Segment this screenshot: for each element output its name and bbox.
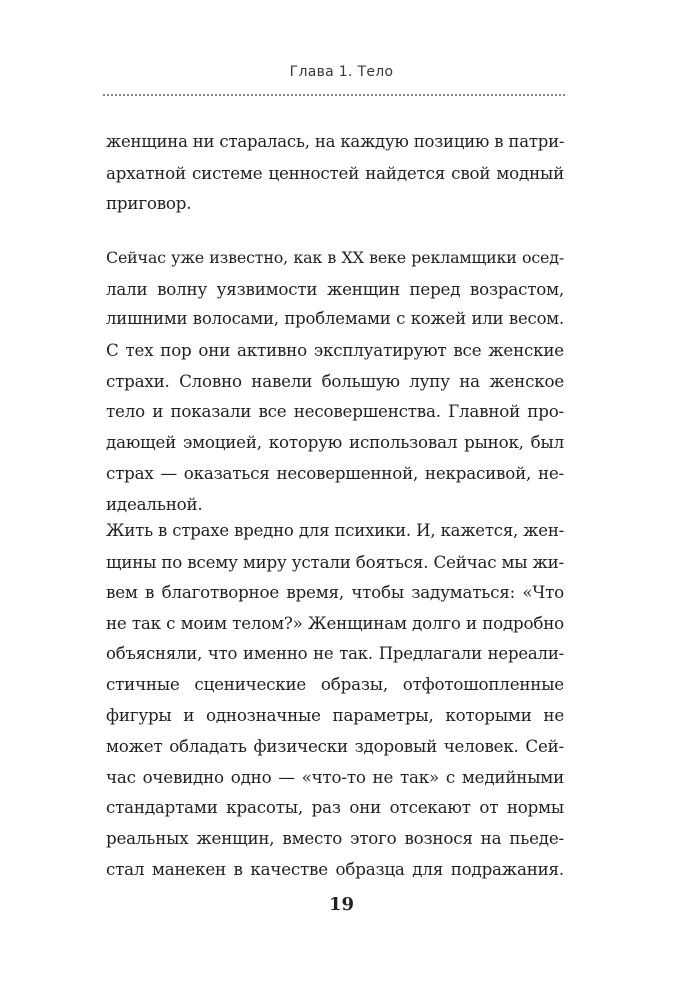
text-line: щины по всему миру устали бояться. Сейчас мы жи- [106,551,564,572]
text-line: страхи. Словно навели большую лупу на женское [106,370,564,391]
text-line: Сейчас уже известно, как в XX веке рекламщики осед- [106,248,564,267]
text-line: лали волну уязвимости женщин перед возрастом, [106,278,564,299]
page-number: 19 [328,894,355,915]
text-line: вем в благотворное время, чтобы задуматься: «Что [106,582,564,603]
text-line: страх — оказаться несовершенной, некрасивой, не- [106,462,564,483]
text-line: стал манекен в качестве образца для подражания. [106,858,564,879]
text-line: лишними волосами, проблемами с кожей или весом. [106,309,564,329]
text-line: С тех пор они активно эксплуатируют все женские [106,340,564,361]
text-line: не так с моим телом?» Женщинам долго и подробно [106,613,564,634]
paragraph-2 [106,243,564,519]
text-line: час очевидно одно — «что-то не так» с медийными [106,766,564,787]
text-line: реальных женщин, вместо этого вознося на пьеде- [106,827,564,848]
paragraph-3 [106,516,564,884]
text-line: Жить в страхе вредно для психики. И, кажется, жен- [106,521,564,540]
text-line: приговор. [106,193,192,214]
text-line: дающей эмоцией, которую использовал рынок, был [106,432,564,453]
text-line: фигуры и однозначные параметры, которыми не [106,705,564,726]
chapter-title: Глава 1. Тело [289,64,394,80]
text-line: архатной системе ценностей найдется свой модный [106,162,564,183]
text-line: стичные сценические образы, отфотошопленные [106,674,564,695]
text-line: идеальной. [106,493,203,514]
paragraph-1 [106,127,564,219]
text-line: женщина ни старалась, на каждую позицию в патри- [106,132,565,151]
text-line: объясняли, что именно не так. Предлагали нереали- [106,643,564,663]
text-line: может обладать физически здоровый человек. Сей- [106,735,564,756]
header-dotted-divider [103,94,565,96]
text-line: стандартами красоты, раз они отсекают от нормы [106,797,564,818]
text-line: тело и показали все несовершенства. Главной про- [106,401,564,422]
